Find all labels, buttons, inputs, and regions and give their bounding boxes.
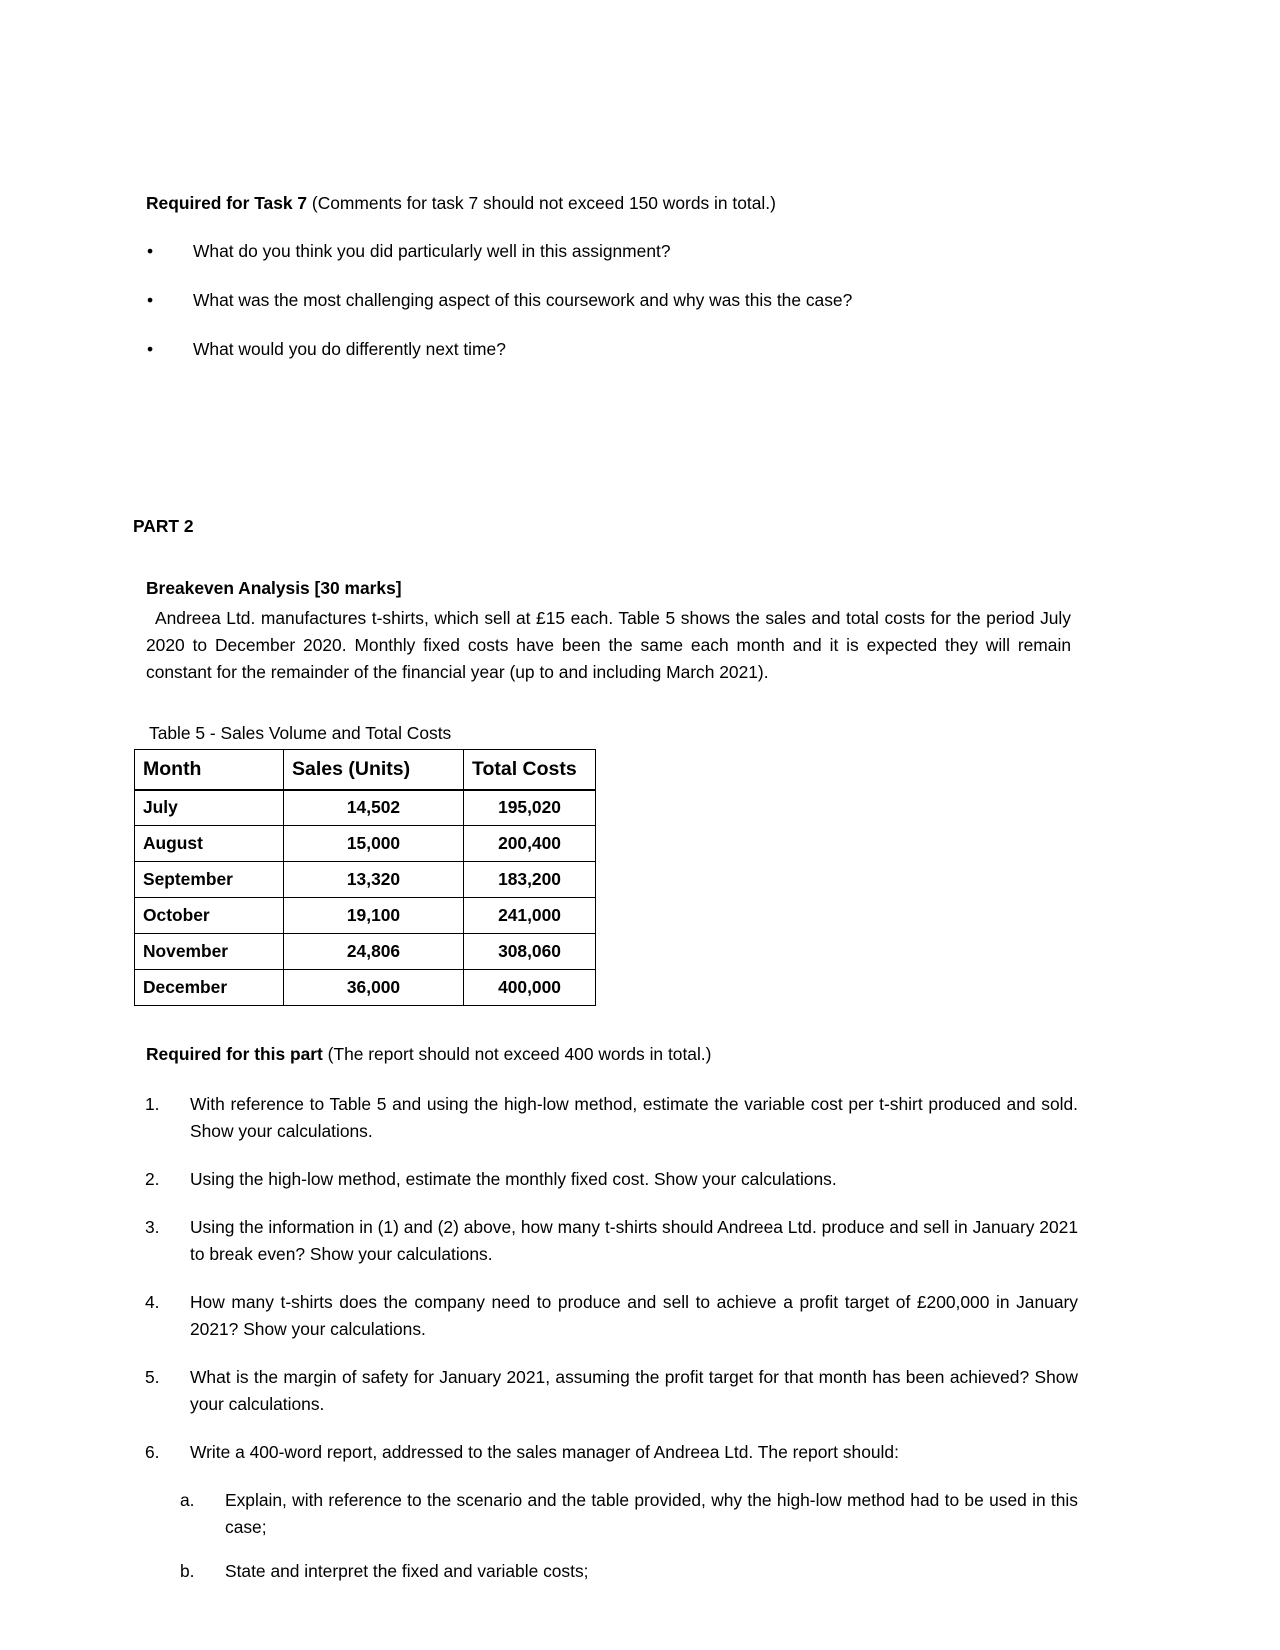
report-lettered-list — [180, 1487, 1078, 1585]
cell-total-costs: 400,000 — [464, 970, 596, 1006]
cell-sales: 24,806 — [284, 934, 464, 970]
list-item — [133, 1166, 1078, 1193]
cell-sales: 14,502 — [284, 790, 464, 826]
cell-month: September — [135, 862, 284, 898]
required-this-part-heading — [146, 1041, 1083, 1067]
sales-volume-total-costs-table — [134, 749, 596, 1006]
scenario-paragraph: Andreea Ltd. manufactures t-shirts, which sell at £15 each. Table 5 shows the sales and total costs for the period July 2020 to December 2020. Monthly fixed costs have been the same each month and it is expected they will remain constant for the remainder of the financial year (up to and including March 2021). — [146, 608, 1071, 682]
cell-total-costs: 308,060 — [464, 934, 596, 970]
cell-month: October — [135, 898, 284, 934]
required-numbered-list — [133, 1091, 1083, 1466]
table-body — [135, 790, 596, 1006]
part-2-heading: PART 2 — [133, 516, 194, 536]
cell-total-costs: 183,200 — [464, 862, 596, 898]
column-header-month: Month — [135, 750, 284, 790]
cell-total-costs: 241,000 — [464, 898, 596, 934]
report-subitems-wrapper — [180, 1487, 1078, 1585]
list-item-text: Explain, with reference to the scenario and the table provided, why the high-low method had to be used in this case; — [225, 1490, 1078, 1537]
list-item-text: What do you think you did particularly well in this assignment? — [193, 241, 671, 261]
column-header-sales: Sales (Units) — [284, 750, 464, 790]
task7-bullet-list — [133, 238, 1083, 362]
list-item-text: With reference to Table 5 and using the high-low method, estimate the variable cost per t-shirt produced and sold. Show your calculations. — [190, 1094, 1078, 1141]
cell-total-costs: 200,400 — [464, 826, 596, 862]
list-item — [133, 287, 1083, 313]
cell-sales: 15,000 — [284, 826, 464, 862]
list-item — [180, 1558, 1078, 1585]
cell-total-costs: 195,020 — [464, 790, 596, 826]
table-row — [135, 790, 596, 826]
cell-sales: 36,000 — [284, 970, 464, 1006]
bullet-icon: • — [147, 290, 154, 310]
table-header-row — [135, 750, 596, 790]
required-task7-heading-bold: Required for Task 7 — [146, 193, 308, 213]
list-item — [133, 336, 1083, 362]
list-item — [133, 1214, 1078, 1268]
required-this-part-heading-bold: Required for this part — [146, 1044, 323, 1064]
list-item — [133, 1439, 1078, 1466]
table-row — [135, 970, 596, 1006]
list-item — [133, 1091, 1078, 1145]
breakeven-analysis-title: Breakeven Analysis [30 marks] — [146, 578, 402, 598]
table-header — [135, 750, 596, 790]
table-caption: Table 5 - Sales Volume and Total Costs — [149, 723, 452, 743]
list-item-text: Using the high-low method, estimate the monthly fixed cost. Show your calculations. — [190, 1169, 837, 1189]
bullet-icon: • — [147, 339, 154, 359]
table-row — [135, 934, 596, 970]
list-item-text: How many t-shirts does the company need to produce and sell to achieve a profit target of £200,000 in January 2021? Show your calculations. — [190, 1292, 1078, 1339]
required-this-part-heading-rest: (The report should not exceed 400 words in total.) — [322, 1044, 712, 1064]
table-row — [135, 862, 596, 898]
list-item-marker: 1. — [145, 1094, 160, 1114]
list-item-text: What is the margin of safety for January 2021, assuming the profit target for that month has been achieved? Show your calculations. — [190, 1367, 1078, 1414]
list-item-text: Write a 400-word report, addressed to the sales manager of Andreea Ltd. The report should: — [190, 1442, 899, 1462]
bullet-icon: • — [147, 241, 154, 261]
list-item-marker: 6. — [145, 1442, 160, 1462]
table-row — [135, 898, 596, 934]
cell-month: November — [135, 934, 284, 970]
cell-month: July — [135, 790, 284, 826]
required-task7-heading — [146, 190, 1083, 216]
cell-month: August — [135, 826, 284, 862]
list-item-text: What would you do differently next time? — [193, 339, 506, 359]
list-item-marker: 3. — [145, 1217, 160, 1237]
document-content — [133, 190, 1083, 1602]
list-item-marker: 5. — [145, 1367, 160, 1387]
required-task7-heading-rest: (Comments for task 7 should not exceed 150 words in total.) — [307, 193, 776, 213]
table-row — [135, 826, 596, 862]
list-item-marker: 2. — [145, 1169, 160, 1189]
list-item-marker: a. — [180, 1490, 195, 1510]
list-item-text: Using the information in (1) and (2) above, how many t-shirts should Andreea Ltd. produce and sell in January 2021 to break even? Show your calculations. — [190, 1217, 1078, 1264]
list-item-text: State and interpret the fixed and variable costs; — [225, 1561, 589, 1581]
list-item — [133, 1364, 1078, 1418]
list-item-marker: b. — [180, 1561, 195, 1581]
list-item-marker: 4. — [145, 1292, 160, 1312]
cell-sales: 13,320 — [284, 862, 464, 898]
list-item-text: What was the most challenging aspect of this coursework and why was this the case? — [193, 290, 853, 310]
cell-sales: 19,100 — [284, 898, 464, 934]
column-header-total-costs: Total Costs — [464, 750, 596, 790]
list-item — [180, 1487, 1078, 1541]
list-item — [133, 1289, 1078, 1343]
list-item — [133, 238, 1083, 264]
cell-month: December — [135, 970, 284, 1006]
